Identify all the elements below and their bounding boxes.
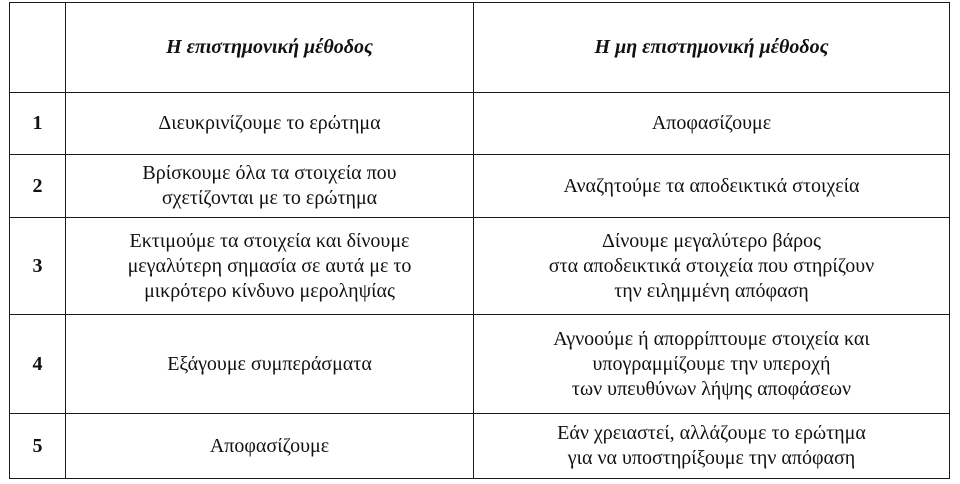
scientific-step-cell [66, 93, 474, 155]
cell-text-line: Αποφασίζουμε [209, 434, 330, 457]
table-row [10, 93, 950, 155]
cell-text-line: Εάν χρειαστεί, αλλάζουμε το ερώτημα [557, 422, 866, 444]
table-row [10, 218, 950, 315]
non-scientific-step-cell [474, 218, 950, 315]
cell-text-line: Αναζητούμε τα αποδεικτικά στοιχεία [563, 174, 860, 197]
scientific-step-cell [66, 218, 474, 315]
table-row [10, 155, 950, 218]
row-number: 1 [10, 93, 66, 155]
cell-text-line: Εξάγουμε συμπεράσματα [167, 352, 372, 375]
cell-text-line: μικρότερο κίνδυνο μεροληψίας [144, 279, 395, 302]
cell-text-line: μεγαλύτερη σημασία σε αυτά με το [127, 254, 412, 277]
cell-text-line: Αγνοούμε ή απορρίπτουμε στοιχεία και [553, 327, 870, 350]
header-scientific-method: Η επιστημονική μέθοδος [66, 3, 474, 93]
row-number: 4 [10, 315, 66, 414]
cell-text-line: των υπευθύνων λήψης αποφάσεων [571, 377, 852, 400]
cell-text-line: την ειλημμένη απόφαση [614, 279, 809, 302]
table-header-row [10, 3, 950, 93]
non-scientific-step-cell [474, 93, 950, 155]
cell-text-line: για να υποστηρίξουμε την απόφαση [567, 447, 856, 469]
cell-text-line: Βρίσκουμε όλα τα στοιχεία που [142, 162, 397, 184]
table-row [10, 315, 950, 414]
row-number: 5 [10, 414, 66, 479]
row-number: 2 [10, 155, 66, 218]
cell-text-line: υπογραμμίζουμε την υπεροχή [592, 352, 831, 375]
cell-text-line: Εκτιμούμε τα στοιχεία και δίνουμε [129, 229, 410, 252]
cell-text-line: στα αποδεικτικά στοιχεία που στηρίζουν [548, 254, 875, 277]
cell-text-line: σχετίζονται με το ερώτημα [161, 187, 378, 209]
scientific-step-cell [66, 414, 474, 479]
row-number: 3 [10, 218, 66, 315]
non-scientific-step-cell [474, 414, 950, 479]
cell-text-line: Δίνουμε μεγαλύτερο βάρος [602, 229, 821, 252]
cell-text-line: Διευκρινίζουμε το ερώτημα [158, 112, 381, 134]
cell-text-line: Αποφασίζουμε [651, 112, 772, 134]
scientific-step-cell [66, 155, 474, 218]
header-number-cell [10, 3, 66, 93]
header-non-scientific-method: Η μη επιστημονική μέθοδος [474, 3, 950, 93]
non-scientific-step-cell [474, 315, 950, 414]
non-scientific-step-cell [474, 155, 950, 218]
comparison-table [9, 2, 950, 479]
scientific-step-cell [66, 315, 474, 414]
table-row [10, 414, 950, 479]
